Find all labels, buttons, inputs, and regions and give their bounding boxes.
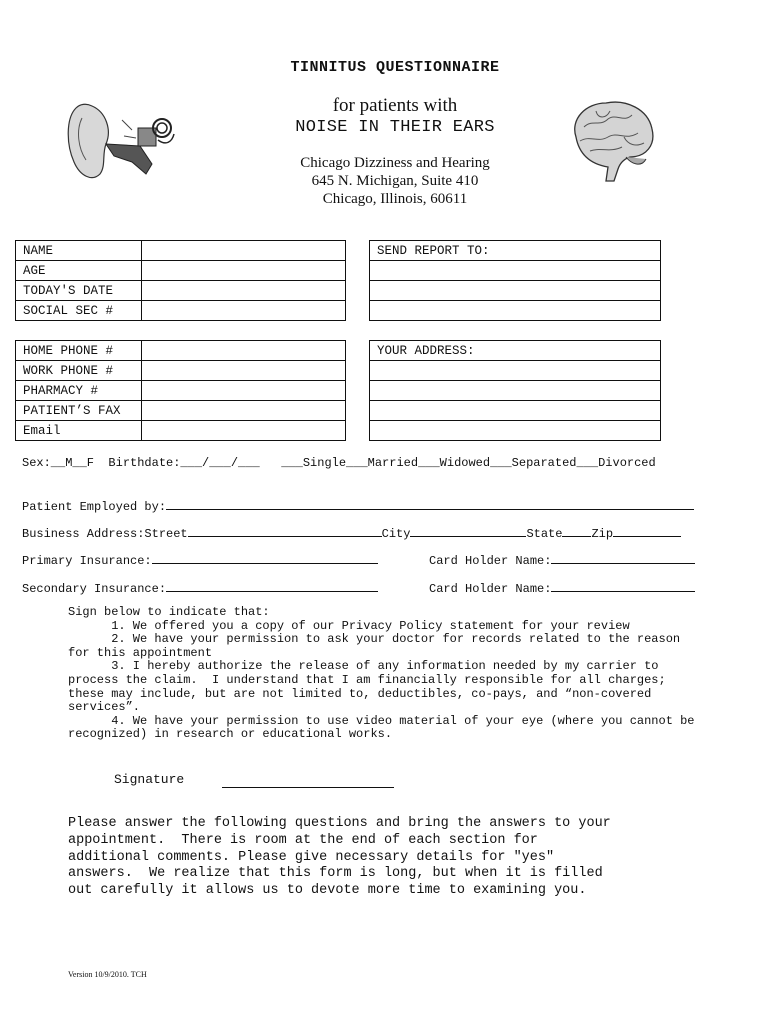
field-zip[interactable] <box>613 524 681 537</box>
label-home-phone: HOME PHONE # <box>16 341 142 361</box>
field-home-phone[interactable] <box>142 341 346 361</box>
label-fax: PATIENT’S FAX <box>16 401 142 421</box>
label-city: City <box>381 527 411 541</box>
clinic-street: 645 N. Michigan, Suite 410 <box>311 173 479 189</box>
field-report-line[interactable] <box>370 301 661 321</box>
field-state[interactable] <box>562 524 591 537</box>
secondary-holder-row <box>429 579 695 596</box>
label-age: AGE <box>16 261 142 281</box>
label-work-phone: WORK PHONE # <box>16 361 142 381</box>
label-primary-insurance: Primary Insurance: <box>22 554 152 568</box>
field-work-phone[interactable] <box>142 361 346 381</box>
contact-info-table <box>15 340 346 441</box>
field-report-line[interactable] <box>370 261 661 281</box>
label-primary-holder: Card Holder Name: <box>429 554 552 568</box>
sex-birthdate-marital-line[interactable]: Sex:__M__F Birthdate:___/___/___ ___Single___Married___Widowed___Separated___Divorced <box>22 456 656 470</box>
label-email: Email <box>16 421 142 441</box>
label-business-street: Business Address:Street <box>22 527 188 541</box>
employer-row <box>22 497 694 514</box>
field-age[interactable] <box>142 261 346 281</box>
ear-anatomy-illustration <box>62 100 180 184</box>
clinic-name: Chicago Dizziness and Hearing <box>300 155 490 171</box>
field-city[interactable] <box>410 524 526 537</box>
field-street[interactable] <box>188 524 382 537</box>
field-fax[interactable] <box>142 401 346 421</box>
field-address-line[interactable] <box>370 361 661 381</box>
field-pharmacy[interactable] <box>142 381 346 401</box>
secondary-insurance-row <box>22 579 378 596</box>
subtitle-line-1: for patients with <box>332 95 458 116</box>
field-secondary-holder[interactable] <box>551 579 695 592</box>
label-ssn: SOCIAL SEC # <box>16 301 142 321</box>
field-address-line[interactable] <box>370 421 661 441</box>
instructions-text: Please answer the following questions and bring the answers to your appointment. There is room at the end of each section for additional comments. Please give necessary details for "yes" answers. We realize that this form is long, but when it is filled out carefully it allows us to devote more time to examining you. <box>68 816 611 899</box>
label-state: State <box>526 527 563 541</box>
label-pharmacy: PHARMACY # <box>16 381 142 401</box>
field-name[interactable] <box>142 241 346 261</box>
field-employer[interactable] <box>166 497 694 510</box>
label-date: TODAY'S DATE <box>16 281 142 301</box>
label-zip: Zip <box>591 527 614 541</box>
field-date[interactable] <box>142 281 346 301</box>
business-address-row <box>22 524 681 541</box>
your-address-table <box>369 340 661 441</box>
field-ssn[interactable] <box>142 301 346 321</box>
signature-field[interactable] <box>222 787 394 788</box>
label-your-address: YOUR ADDRESS: <box>370 341 661 361</box>
label-send-report: SEND REPORT TO: <box>370 241 661 261</box>
field-email[interactable] <box>142 421 346 441</box>
primary-holder-row <box>429 551 695 568</box>
field-report-line[interactable] <box>370 281 661 301</box>
label-name: NAME <box>16 241 142 261</box>
consent-text: Sign below to indicate that: 1. We offered you a copy of our Privacy Policy statement for your review 2. We have your permission to ask your doctor for records related to the reason for this appointment 3. I hereby authorize the release of any information needed by my carrier to process the claim. I understand that I am financially responsible for all charges; these may include, but are not limited to, deductibles, co-pays, and “non-covered services”. 4. We have your permission to use video material of your eye (where you cannot be recognized) in research or educational works. <box>68 605 695 742</box>
label-secondary-holder: Card Holder Name: <box>429 582 552 596</box>
brain-illustration <box>566 97 658 183</box>
primary-insurance-row <box>22 551 378 568</box>
clinic-city: Chicago, Illinois, 60611 <box>322 191 468 207</box>
send-report-table <box>369 240 661 321</box>
version-note: Version 10/9/2010. TCH <box>68 970 147 979</box>
patient-info-table <box>15 240 346 321</box>
field-address-line[interactable] <box>370 401 661 421</box>
field-primary-insurance[interactable] <box>152 551 378 564</box>
field-primary-holder[interactable] <box>551 551 695 564</box>
field-secondary-insurance[interactable] <box>166 579 378 592</box>
field-address-line[interactable] <box>370 381 661 401</box>
label-employed-by: Patient Employed by: <box>22 500 167 514</box>
form-title: TINNITUS QUESTIONNAIRE <box>290 59 500 76</box>
signature-label: Signature <box>114 772 185 787</box>
subtitle-line-2: NOISE IN THEIR EARS <box>295 118 495 137</box>
label-secondary-insurance: Secondary Insurance: <box>22 582 167 596</box>
